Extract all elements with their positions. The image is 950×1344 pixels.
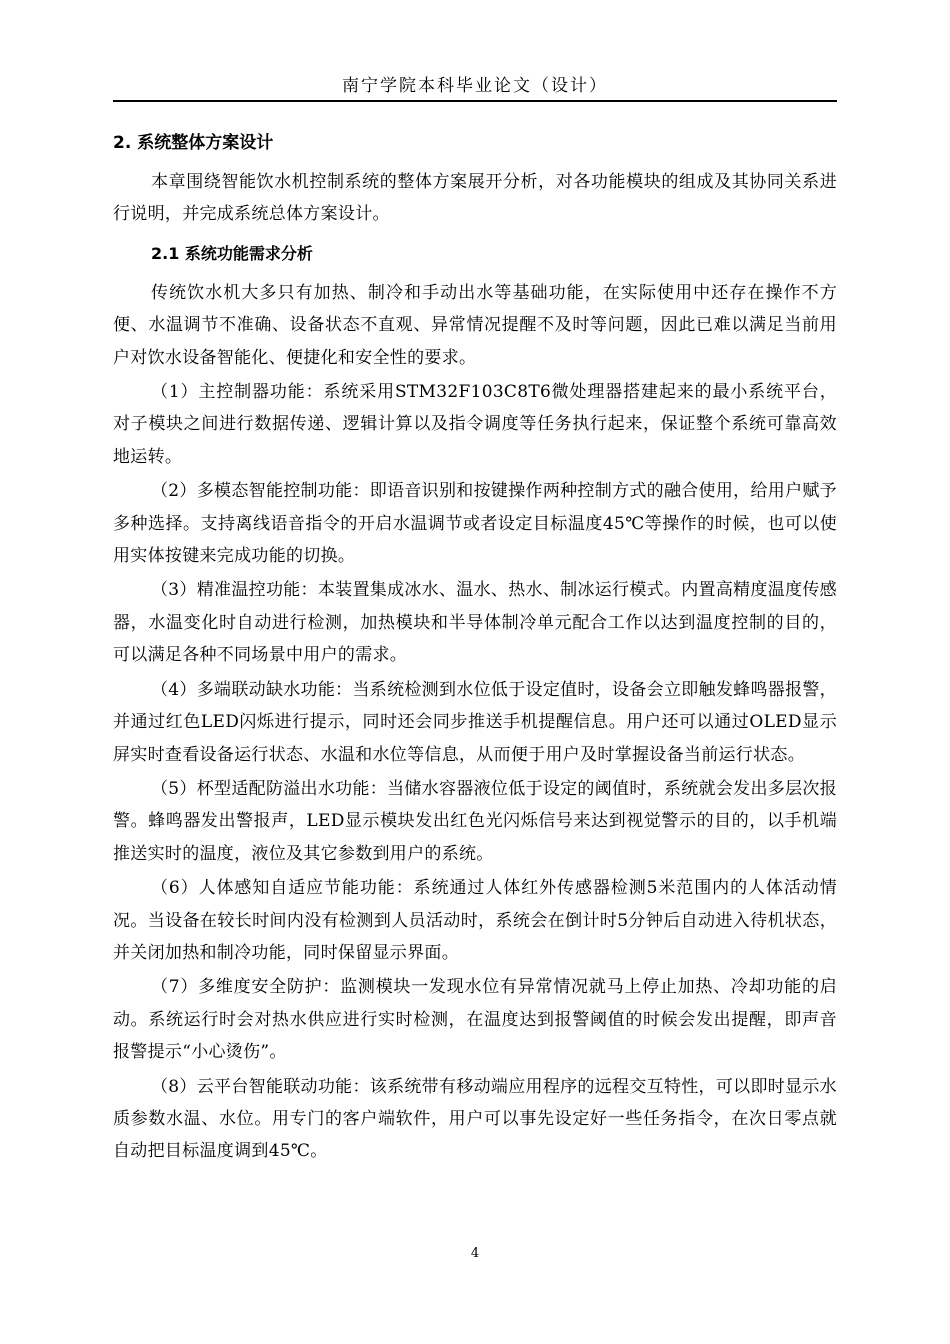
- page-number: 4: [470, 1246, 480, 1261]
- running-header: 南宁学院本科毕业论文（设计）: [342, 76, 608, 96]
- function-item-7: （7）多维度安全防护：监测模块一发现水位有异常情况就马上停止加热、冷却功能的启动。系统运行时会对热水供应进行实时检测，在温度达到报警阈值的时候会发出提醒，即声音报警提示“小心烫伤”。: [113, 977, 837, 1063]
- subsection-intro: 传统饮水机大多只有加热、制冷和手动出水等基础功能，在实际使用中还存在操作不方便、水温调节不准确、设备状态不直观、异常情况提醒不及时等问题，因此已难以满足当前用户对饮水设备智能化、便捷化和安全性的要求。: [113, 282, 837, 368]
- section-heading: 2. 系统整体方案设计: [113, 133, 274, 153]
- function-item-8: （8）云平台智能联动功能：该系统带有移动端应用程序的远程交互特性，可以即时显示水质参数水温、水位。用专门的客户端软件，用户可以事先设定好一些任务指令，在次日零点就自动把目标温度调到45℃。: [113, 1076, 837, 1162]
- function-item-3: （3）精准温控功能：本装置集成冰水、温水、热水、制冰运行模式。内置高精度温度传感器，水温变化时自动进行检测，加热模块和半导体制冷单元配合工作以达到温度控制的目的，可以满足各种不同场景中用户的需求。: [113, 580, 837, 666]
- function-item-5: （5）杯型适配防溢出水功能：当储水容器液位低于设定的阈值时，系统就会发出多层次报警。蜂鸣器发出警报声，LED显示模块发出红色光闪烁信号来达到视觉警示的目的，以手机端推送实时的温度，液位及其它参数到用户的系统。: [113, 778, 837, 864]
- subsection-heading: 2.1 系统功能需求分析: [151, 243, 313, 263]
- function-item-2: （2）多模态智能控制功能：即语音识别和按键操作两种控制方式的融合使用，给用户赋予多种选择。支持离线语音指令的开启水温调节或者设定目标温度45℃等操作的时候，也可以使用实体按键来完成功能的切换。: [113, 481, 837, 567]
- section-intro: 本章围绕智能饮水机控制系统的整体方案展开分析，对各功能模块的组成及其协同关系进行说明，并完成系统总体方案设计。: [113, 172, 837, 225]
- function-item-1: （1）主控制器功能：系统采用STM32F103C8T6微处理器搭建起来的最小系统平台，对子模块之间进行数据传递、逻辑计算以及指令调度等任务执行起来，保证整个系统可靠高效地运转。: [113, 382, 837, 467]
- header-divider: [113, 100, 837, 102]
- function-item-6: （6）人体感知自适应节能功能：系统通过人体红外传感器检测5米范围内的人体活动情况。当设备在较长时间内没有检测到人员活动时，系统会在倒计时5分钟后自动进入待机状态，并关闭加热和制冷功能，同时保留显示界面。: [113, 878, 837, 963]
- function-item-4: （4）多端联动缺水功能：当系统检测到水位低于设定值时，设备会立即触发蜂鸣器报警，并通过红色LED闪烁进行提示，同时还会同步推送手机提醒信息。用户还可以通过OLED显示屏实时查看设备运行状态、水温和水位等信息，从而便于用户及时掌握设备当前运行状态。: [113, 679, 837, 765]
- page-content: [113, 124, 837, 1170]
